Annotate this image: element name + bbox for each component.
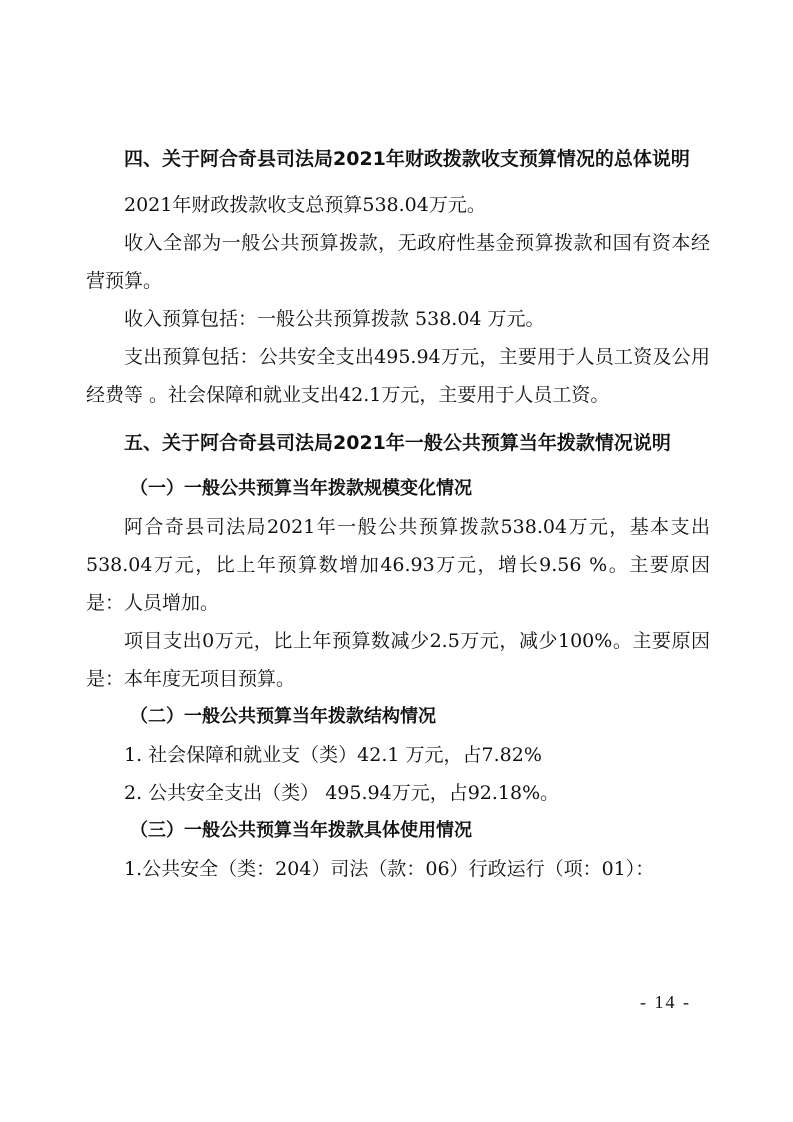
section-5-heading: 五、关于阿合奇县司法局2021年一般公共预算当年拨款情况说明 [124,432,671,454]
subsection-1-paragraph-2: 项目支出0万元，比上年预算数减少2.5万元，减少100%。主要原因是：本年度无项目预算。 [86,630,710,690]
subsection-2-item-2: 2. 公共安全支出（类） 495.94万元，占92.18%。 [124,782,560,804]
subsection-3-heading: （三）一般公共预算当年拨款具体使用情况 [130,820,472,841]
subsection-2-item-1: 1. 社会保障和就业支（类）42.1 万元，占7.82% [124,744,542,766]
page-number: - 14 - [640,992,691,1012]
subsection-2-heading: （二）一般公共预算当年拨款结构情况 [130,706,436,727]
section-4-paragraph-2: 收入全部为一般公共预算拨款，无政府性基金预算拨款和国有资本经营预算。 [86,232,710,292]
subsection-3-item-1: 1.公共安全（类：204）司法（款：06）行政运行（项：01）： [124,858,655,880]
section-4-paragraph-3: 收入预算包括：一般公共预算拨款 538.04 万元。 [124,308,545,330]
section-4-heading: 四、关于阿合奇县司法局2021年财政拨款收支预算情况的总体说明 [124,148,690,170]
subsection-1-paragraph-1: 阿合奇县司法局2021年一般公共预算拨款538.04万元，基本支出538.04万元，比上年预算数增加46.93万元，增长9.56 %。主要原因是：人员增加。 [86,516,710,614]
section-4-paragraph-1: 2021年财政拨款收支总预算538.04万元。 [124,194,486,216]
section-4-paragraph-4: 支出预算包括：公共安全支出495.94万元，主要用于人员工资及公用经费等 。社会保障和就业支出42.1万元，主要用于人员工资。 [86,346,710,406]
document-body [86,138,710,888]
subsection-1-heading: （一）一般公共预算当年拨款规模变化情况 [130,478,472,499]
